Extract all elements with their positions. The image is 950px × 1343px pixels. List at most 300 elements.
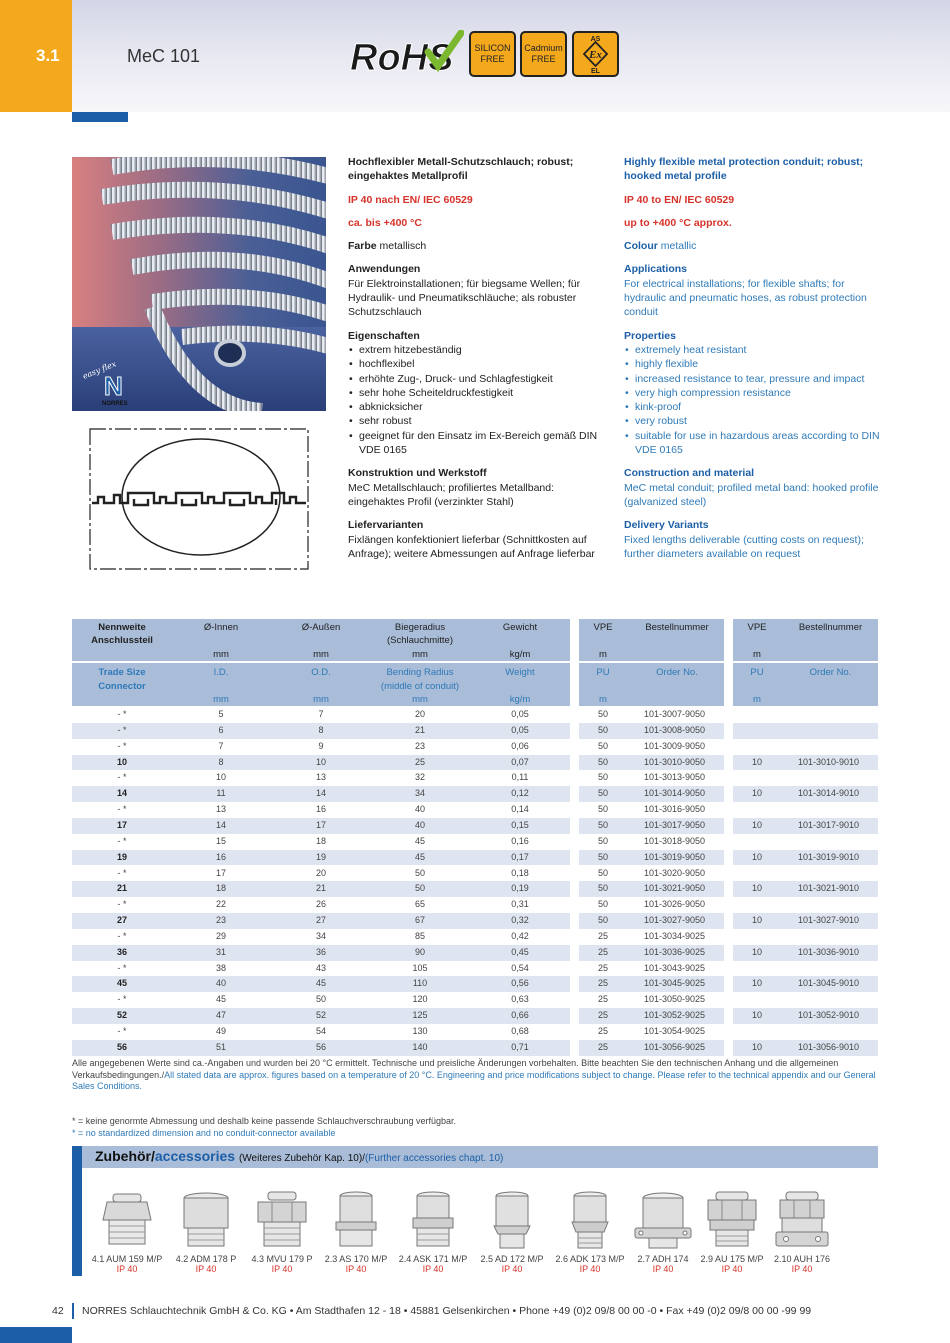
cell-pu2: 10 bbox=[751, 978, 762, 989]
cell-br: 130 bbox=[412, 1026, 428, 1036]
th-pu-en: PU bbox=[596, 667, 610, 678]
en-construction-text: MeC metal conduit; profiled metal band: hooked profile (galvanized steel) bbox=[624, 481, 879, 508]
table-row bbox=[0, 755, 950, 771]
cell-pu2: 10 bbox=[751, 851, 762, 862]
cell-pu: 50 bbox=[597, 756, 608, 767]
cell-size: - * bbox=[117, 740, 127, 751]
cell-id: 15 bbox=[215, 835, 226, 846]
photo-script-logo: easy flex bbox=[81, 359, 118, 381]
row-background bbox=[733, 770, 878, 786]
en-property: • increased resistance to tear, pressure and impact bbox=[624, 372, 880, 386]
en-applications-text: For electrical installations; for flexible shafts; for hydraulic and pneumatic hoses, as robust protection conduit bbox=[624, 277, 867, 319]
cell-pu: 50 bbox=[597, 740, 608, 751]
th-unit: mm bbox=[313, 649, 329, 660]
cell-pu: 50 bbox=[597, 804, 608, 815]
accessory-name: 2.10 AUH 176 bbox=[773, 1254, 831, 1264]
ex-top: AS bbox=[590, 36, 601, 43]
cell-size: - * bbox=[117, 899, 127, 910]
en-property: • highly flexible bbox=[624, 357, 880, 371]
cell-od: 18 bbox=[315, 835, 326, 846]
cell-id: 7 bbox=[218, 740, 224, 751]
cell-size: - * bbox=[117, 930, 127, 941]
cell-pu2: 10 bbox=[751, 756, 762, 767]
en-construction-label: Construction and material bbox=[624, 467, 755, 480]
accessory-item[interactable] bbox=[168, 1190, 244, 1274]
cell-br: 110 bbox=[412, 978, 428, 989]
accessories-accent bbox=[72, 1146, 82, 1276]
en-headline: Highly flexible metal protection conduit; robust; hooked metal profile bbox=[624, 156, 864, 183]
cell-id: 6 bbox=[218, 724, 224, 735]
row-background bbox=[733, 707, 878, 723]
th-unit-en: mm bbox=[412, 694, 428, 705]
photo-brand: NORRES bbox=[102, 401, 128, 407]
cell-w: 0,54 bbox=[511, 962, 529, 973]
cell-pu: 25 bbox=[597, 946, 608, 957]
th-vpe: VPE bbox=[747, 622, 767, 633]
cell-od: 45 bbox=[315, 978, 326, 989]
cell-w: 0,71 bbox=[511, 1041, 529, 1052]
disclaimer bbox=[72, 1058, 878, 1093]
row-background bbox=[733, 1024, 878, 1040]
accessory-ip: IP 40 bbox=[195, 1264, 217, 1274]
cell-no2: 101-3021-9010 bbox=[798, 883, 860, 894]
cell-w: 0,56 bbox=[511, 978, 529, 989]
cell-no: 101-3016-9050 bbox=[644, 804, 706, 815]
table-row bbox=[0, 992, 950, 1008]
cell-size: 19 bbox=[116, 851, 127, 862]
cell-no: 101-3013-9050 bbox=[644, 772, 706, 783]
cell-w: 0,06 bbox=[511, 740, 529, 751]
star-note-de: * = keine genormte Abmessung und deshalb keine passende Schlauchverschraubung verfügbar. bbox=[72, 1116, 457, 1126]
th-outer: Ø-Außen bbox=[301, 622, 341, 633]
cell-pu: 25 bbox=[597, 994, 608, 1005]
th-radius-en: Bending Radius bbox=[386, 667, 454, 678]
cell-no: 101-3007-9050 bbox=[644, 709, 706, 719]
en-property: • extremely heat resistant bbox=[624, 343, 880, 357]
fitting-icon bbox=[401, 1190, 465, 1250]
cell-od: 19 bbox=[315, 851, 326, 862]
cell-id: 8 bbox=[218, 756, 224, 767]
cell-pu2: 10 bbox=[751, 1041, 762, 1052]
th-unit-en: m bbox=[753, 694, 761, 705]
table-row bbox=[0, 850, 950, 866]
th-weight-en: Weight bbox=[505, 667, 535, 678]
cell-id: 47 bbox=[215, 1010, 226, 1021]
cell-pu: 25 bbox=[597, 1010, 608, 1021]
de-ip-rating: IP 40 nach EN/ IEC 60529 bbox=[348, 193, 473, 206]
cell-size: - * bbox=[117, 709, 127, 719]
accessories-sub-de: (Weiteres Zubehör Kap. 10)/ bbox=[238, 1153, 365, 1164]
cell-pu: 50 bbox=[597, 788, 608, 799]
th-unit: mm bbox=[213, 649, 229, 660]
table-row bbox=[0, 881, 950, 897]
footer-divider bbox=[72, 1303, 74, 1319]
cell-id: 5 bbox=[218, 709, 224, 719]
accessory-name: 4.1 AUM 159 M/P bbox=[91, 1254, 163, 1264]
accessory-item[interactable] bbox=[89, 1190, 165, 1274]
cell-br: 140 bbox=[412, 1041, 428, 1052]
en-delivery-text: Fixed lengths deliverable (cutting costs on request); further diameters available on request bbox=[624, 533, 864, 560]
cell-pu2: 10 bbox=[751, 788, 762, 799]
th-unit: m bbox=[753, 649, 761, 660]
cell-no: 101-3036-9025 bbox=[644, 946, 706, 957]
row-background bbox=[733, 897, 878, 913]
cell-w: 0,31 bbox=[511, 899, 529, 910]
cell-size: 45 bbox=[116, 978, 127, 989]
accessory-name: 2.7 ADH 174 bbox=[637, 1254, 689, 1264]
de-property: • sehr robust bbox=[348, 414, 608, 428]
cell-size: 14 bbox=[116, 788, 127, 799]
cell-id: 49 bbox=[215, 1026, 226, 1036]
cell-pu2: 10 bbox=[751, 915, 762, 926]
de-property: • sehr hohe Scheiteldruckfestigkeit bbox=[348, 386, 608, 400]
footer-accent bbox=[0, 1327, 72, 1343]
section-number: 3.1 bbox=[36, 46, 60, 65]
cell-pu2: 10 bbox=[751, 1010, 762, 1021]
cell-size: 10 bbox=[116, 756, 127, 767]
accessory-name: 2.9 AU 175 M/P bbox=[700, 1254, 764, 1264]
cell-no2: 101-3056-9010 bbox=[798, 1041, 860, 1052]
accessory-name: 4.2 ADM 178 P bbox=[175, 1254, 237, 1264]
disclaimer-en: All stated data are approx. figures based on a temperature of 20 °C. Engineering and price modifications subject to change. Please refer to the technical appendix and our General Sales Conditions. bbox=[72, 1069, 876, 1091]
accessory-item[interactable] bbox=[764, 1190, 840, 1274]
accessory-ip: IP 40 bbox=[721, 1264, 743, 1274]
cell-no: 101-3027-9050 bbox=[644, 915, 706, 926]
cell-w: 0,63 bbox=[511, 994, 529, 1005]
cell-size: 27 bbox=[116, 915, 127, 926]
table-row bbox=[0, 834, 950, 850]
accessory-ip: IP 40 bbox=[501, 1264, 523, 1274]
th-order-en: Order No. bbox=[656, 667, 698, 678]
cell-br: 34 bbox=[414, 788, 425, 799]
cell-pu2: 10 bbox=[751, 883, 762, 894]
cell-br: 85 bbox=[414, 930, 425, 941]
en-properties-label: Properties bbox=[624, 329, 676, 342]
de-eigenschaften-label: Eigenschaften bbox=[348, 329, 420, 342]
cell-pu: 50 bbox=[597, 883, 608, 894]
cell-w: 0,18 bbox=[511, 867, 529, 878]
accessories-title-en: accessories bbox=[154, 1148, 236, 1164]
accessory-ip: IP 40 bbox=[116, 1264, 138, 1274]
de-temperature: ca. bis +400 °C bbox=[348, 216, 422, 229]
fitting-icon bbox=[558, 1190, 622, 1250]
cell-od: 7 bbox=[318, 709, 324, 719]
cell-id: 51 bbox=[215, 1041, 226, 1052]
accessory-name: 4.3 MVU 179 P bbox=[251, 1254, 313, 1264]
cell-no: 101-3017-9050 bbox=[644, 819, 706, 830]
table-row bbox=[0, 802, 950, 818]
cell-pu: 50 bbox=[597, 819, 608, 830]
table-row bbox=[0, 929, 950, 945]
cell-od: 43 bbox=[315, 962, 326, 973]
cell-pu: 50 bbox=[597, 851, 608, 862]
cell-od: 56 bbox=[315, 1041, 326, 1052]
de-anwendungen-label: Anwendungen bbox=[348, 263, 421, 276]
accessory-item[interactable] bbox=[318, 1190, 394, 1274]
th-inner: Ø-Innen bbox=[203, 622, 239, 633]
en-applications-label: Applications bbox=[624, 263, 688, 276]
cell-w: 0,19 bbox=[511, 883, 529, 894]
cell-size: - * bbox=[117, 1026, 127, 1036]
cell-pu: 50 bbox=[597, 915, 608, 926]
cell-id: 29 bbox=[215, 930, 226, 941]
accessory-item[interactable] bbox=[244, 1190, 320, 1274]
th-radius2: (Schlauchmitte) bbox=[387, 635, 453, 646]
en-property: • very high compression resistance bbox=[624, 386, 880, 400]
cell-br: 40 bbox=[414, 819, 425, 830]
cell-size: 56 bbox=[116, 1041, 127, 1052]
fitting-icon bbox=[700, 1190, 764, 1250]
cell-no: 101-3034-9025 bbox=[644, 930, 706, 941]
table-row bbox=[0, 723, 950, 739]
cell-br: 105 bbox=[412, 962, 428, 973]
en-colour-label: Colour bbox=[624, 240, 658, 253]
badge-line: FREE bbox=[480, 54, 505, 64]
cell-no: 101-3010-9050 bbox=[644, 756, 706, 767]
th-radius: Biegeradius bbox=[394, 622, 446, 633]
cell-id: 10 bbox=[215, 772, 226, 783]
cell-w: 0,07 bbox=[511, 756, 529, 767]
cell-size: 17 bbox=[116, 819, 127, 830]
cell-w: 0,15 bbox=[511, 819, 529, 830]
cell-w: 0,14 bbox=[511, 804, 529, 815]
de-property: • abknicksicher bbox=[348, 400, 608, 414]
cell-id: 40 bbox=[215, 978, 226, 989]
cell-pu: 25 bbox=[597, 930, 608, 941]
en-ip-rating: IP 40 to EN/ IEC 60529 bbox=[624, 193, 735, 206]
de-konstruktion-label: Konstruktion und Werkstoff bbox=[348, 467, 487, 480]
table-row bbox=[0, 976, 950, 992]
cell-size: - * bbox=[117, 772, 127, 783]
th-inner-en: I.D. bbox=[213, 667, 229, 678]
row-background bbox=[733, 834, 878, 850]
cell-no: 101-3014-9050 bbox=[644, 788, 706, 799]
cell-w: 0,45 bbox=[511, 946, 529, 957]
cell-pu: 25 bbox=[597, 1041, 608, 1052]
cell-size: - * bbox=[117, 804, 127, 815]
cell-w: 0,17 bbox=[511, 851, 529, 862]
cell-no2: 101-3010-9010 bbox=[798, 756, 860, 767]
cell-id: 14 bbox=[215, 819, 226, 830]
de-liefer-label: Liefervarianten bbox=[348, 519, 424, 532]
cell-pu: 50 bbox=[597, 899, 608, 910]
row-background bbox=[733, 866, 878, 882]
accessory-ip: IP 40 bbox=[422, 1264, 444, 1274]
cell-no: 101-3056-9025 bbox=[644, 1041, 706, 1052]
ex-mid: Ex bbox=[589, 49, 602, 61]
cell-br: 120 bbox=[412, 994, 428, 1005]
th-connector: Anschlussteil bbox=[91, 635, 153, 646]
row-background bbox=[733, 802, 878, 818]
de-property: • geeignet für den Einsatz im Ex-Bereich gemäß DIN VDE 0165 bbox=[348, 429, 608, 458]
cell-od: 36 bbox=[315, 946, 326, 957]
cell-w: 0,05 bbox=[511, 709, 529, 719]
th-size: Nennweite bbox=[98, 622, 146, 633]
accessory-name: 2.3 AS 170 M/P bbox=[324, 1254, 388, 1264]
accessory-ip: IP 40 bbox=[579, 1264, 601, 1274]
th-unit-en: kg/m bbox=[509, 694, 531, 705]
de-farbe-label: Farbe bbox=[348, 240, 377, 253]
cell-od: 27 bbox=[315, 915, 326, 926]
cell-br: 45 bbox=[414, 835, 425, 846]
cell-od: 50 bbox=[315, 994, 326, 1005]
cell-no2: 101-3027-9010 bbox=[798, 915, 860, 926]
star-note-en: * = no standardized dimension and no conduit-connector available bbox=[72, 1128, 336, 1138]
cell-od: 14 bbox=[315, 788, 326, 799]
cell-id: 18 bbox=[215, 883, 226, 894]
cell-pu2: 10 bbox=[751, 819, 762, 830]
cell-br: 25 bbox=[414, 756, 425, 767]
accessory-name: 2.4 ASK 171 M/P bbox=[398, 1254, 468, 1264]
cell-br: 20 bbox=[414, 709, 425, 719]
cell-id: 45 bbox=[215, 994, 226, 1005]
th-connector-en: Connector bbox=[98, 681, 146, 692]
accessory-ip: IP 40 bbox=[791, 1264, 813, 1274]
cell-w: 0,42 bbox=[511, 930, 529, 941]
th-vpe: VPE bbox=[593, 622, 613, 633]
th-unit: kg/m bbox=[509, 649, 531, 660]
accessory-item[interactable] bbox=[625, 1190, 701, 1274]
cell-br: 125 bbox=[412, 1010, 428, 1021]
disclaimer-de: Alle angegebenen Werte sind ca.-Angaben und wurden bei 20 °C ermittelt. Technische und preisliche Änderungen vorbehalten. Bitte beachten Sie den technischen Anhang und die allgemeinen Verkaufsbedingungen./ bbox=[72, 1058, 839, 1080]
cell-br: 90 bbox=[414, 946, 425, 957]
header-accent-line bbox=[72, 112, 128, 122]
fitting-icon bbox=[631, 1190, 695, 1250]
table-row bbox=[0, 770, 950, 786]
cell-od: 16 bbox=[315, 804, 326, 815]
cell-od: 9 bbox=[318, 740, 324, 751]
cell-no2: 101-3052-9010 bbox=[798, 1010, 860, 1021]
cell-od: 54 bbox=[315, 1026, 326, 1036]
cell-id: 38 bbox=[215, 962, 226, 973]
cell-od: 13 bbox=[315, 772, 326, 783]
accessory-name: 2.6 ADK 173 M/P bbox=[555, 1254, 625, 1264]
table-row bbox=[0, 961, 950, 977]
cell-pu: 50 bbox=[597, 835, 608, 846]
cell-w: 0,32 bbox=[511, 915, 529, 926]
en-temperature: up to +400 °C approx. bbox=[624, 216, 732, 229]
th-pu-en: PU bbox=[750, 667, 764, 678]
accessory-ip: IP 40 bbox=[345, 1264, 367, 1274]
accessory-ip: IP 40 bbox=[271, 1264, 293, 1274]
row-background bbox=[733, 961, 878, 977]
table-row bbox=[0, 866, 950, 882]
cell-br: 50 bbox=[414, 883, 425, 894]
cell-size: - * bbox=[117, 867, 127, 878]
th-unit: m bbox=[599, 649, 607, 660]
cell-w: 0,05 bbox=[511, 724, 529, 735]
table-row bbox=[0, 739, 950, 755]
th-size-en: Trade Size bbox=[98, 667, 146, 678]
fitting-icon bbox=[250, 1190, 314, 1250]
accessory-item[interactable] bbox=[694, 1190, 770, 1274]
cell-size: - * bbox=[117, 962, 127, 973]
cell-od: 21 bbox=[315, 883, 326, 894]
table-row bbox=[0, 1008, 950, 1024]
cell-w: 0,11 bbox=[511, 772, 529, 783]
fitting-icon bbox=[174, 1190, 238, 1250]
cell-id: 11 bbox=[216, 788, 226, 799]
cell-size: - * bbox=[117, 994, 127, 1005]
th-unit-en: mm bbox=[313, 694, 329, 705]
cell-pu: 50 bbox=[597, 772, 608, 783]
silicon-free-badge bbox=[469, 31, 516, 77]
ex-bottom: EL bbox=[591, 68, 600, 75]
ex-badge bbox=[572, 31, 619, 77]
german-description bbox=[348, 155, 608, 570]
cell-no2: 101-3019-9010 bbox=[798, 851, 860, 862]
fitting-icon bbox=[480, 1190, 544, 1250]
cell-size: - * bbox=[117, 724, 127, 735]
accessories-sub-en: (Further accessories chapt. 10) bbox=[364, 1153, 504, 1164]
table-row bbox=[0, 897, 950, 913]
cell-id: 13 bbox=[215, 804, 226, 815]
profile-drawing bbox=[84, 423, 316, 575]
de-farbe-value: metallisch bbox=[379, 240, 427, 253]
th-unit-en: mm bbox=[213, 694, 229, 705]
table-row bbox=[0, 1024, 950, 1040]
cell-size: 21 bbox=[116, 883, 127, 894]
cell-pu: 50 bbox=[597, 709, 608, 719]
accessories-title-de: Zubehör/ bbox=[95, 1148, 155, 1164]
cell-od: 20 bbox=[315, 867, 326, 878]
product-title: MeC 101 bbox=[127, 46, 201, 66]
accessory-item[interactable] bbox=[552, 1190, 628, 1274]
th-outer-en: O.D. bbox=[311, 667, 331, 678]
cell-od: 52 bbox=[315, 1010, 326, 1021]
de-property: • hochflexibel bbox=[348, 357, 608, 371]
cell-id: 16 bbox=[215, 851, 226, 862]
english-description bbox=[624, 155, 880, 570]
row-background bbox=[733, 739, 878, 755]
de-liefer-text: Fixlängen konfektioniert lieferbar (Schnittkosten auf Anfrage); weitere Abmessungen auf Anfrage lieferbar bbox=[348, 533, 595, 560]
cell-br: 40 bbox=[414, 804, 425, 815]
en-property: • very robust bbox=[624, 414, 880, 428]
cell-no2: 101-3036-9010 bbox=[798, 946, 860, 957]
cell-w: 0,12 bbox=[511, 788, 529, 799]
en-delivery-label: Delivery Variants bbox=[624, 519, 709, 532]
th-order-en: Order No. bbox=[809, 667, 852, 678]
de-konstruktion-text: MeC Metallschlauch; profiliertes Metallband: eingehaktes Profil (verzinkter Stahl) bbox=[348, 481, 555, 508]
accessory-item[interactable] bbox=[395, 1190, 471, 1274]
cell-w: 0,68 bbox=[511, 1026, 529, 1036]
row-background bbox=[733, 723, 878, 739]
cell-no: 101-3018-9050 bbox=[644, 835, 706, 846]
de-property: • erhöhte Zug-, Druck- und Schlagfestigkeit bbox=[348, 372, 608, 386]
en-property: • kink-proof bbox=[624, 400, 880, 414]
accessory-name: 2.5 AD 172 M/P bbox=[480, 1254, 544, 1264]
footer-company: NORRES Schlauchtechnik GmbH & Co. KG • Am Stadthafen 12 - 18 • 45881 Gelsenkirchen • Phone +49 (0)2 09/8 00 00 -0 • Fax +49 (0)2 09/8 00 00 -99 99 bbox=[82, 1305, 812, 1317]
rohs-text: RoHS bbox=[350, 37, 454, 78]
row-background bbox=[733, 929, 878, 945]
cell-no: 101-3045-9025 bbox=[644, 978, 706, 989]
cell-id: 17 bbox=[215, 867, 226, 878]
cell-od: 34 bbox=[315, 930, 326, 941]
cell-no2: 101-3014-9010 bbox=[798, 788, 860, 799]
de-property: • extrem hitzebeständig bbox=[348, 343, 608, 357]
cell-no: 101-3008-9050 bbox=[644, 724, 706, 735]
table-row bbox=[0, 913, 950, 929]
cell-od: 26 bbox=[315, 899, 326, 910]
cell-no: 101-3054-9025 bbox=[644, 1026, 706, 1036]
th-unit-en: m bbox=[599, 694, 607, 705]
cell-no: 101-3021-9050 bbox=[644, 883, 706, 894]
cell-size: 52 bbox=[116, 1010, 127, 1021]
accessory-item[interactable] bbox=[474, 1190, 550, 1274]
table-row bbox=[0, 945, 950, 961]
cell-no2: 101-3017-9010 bbox=[798, 819, 860, 830]
cell-no: 101-3043-9025 bbox=[644, 962, 706, 973]
